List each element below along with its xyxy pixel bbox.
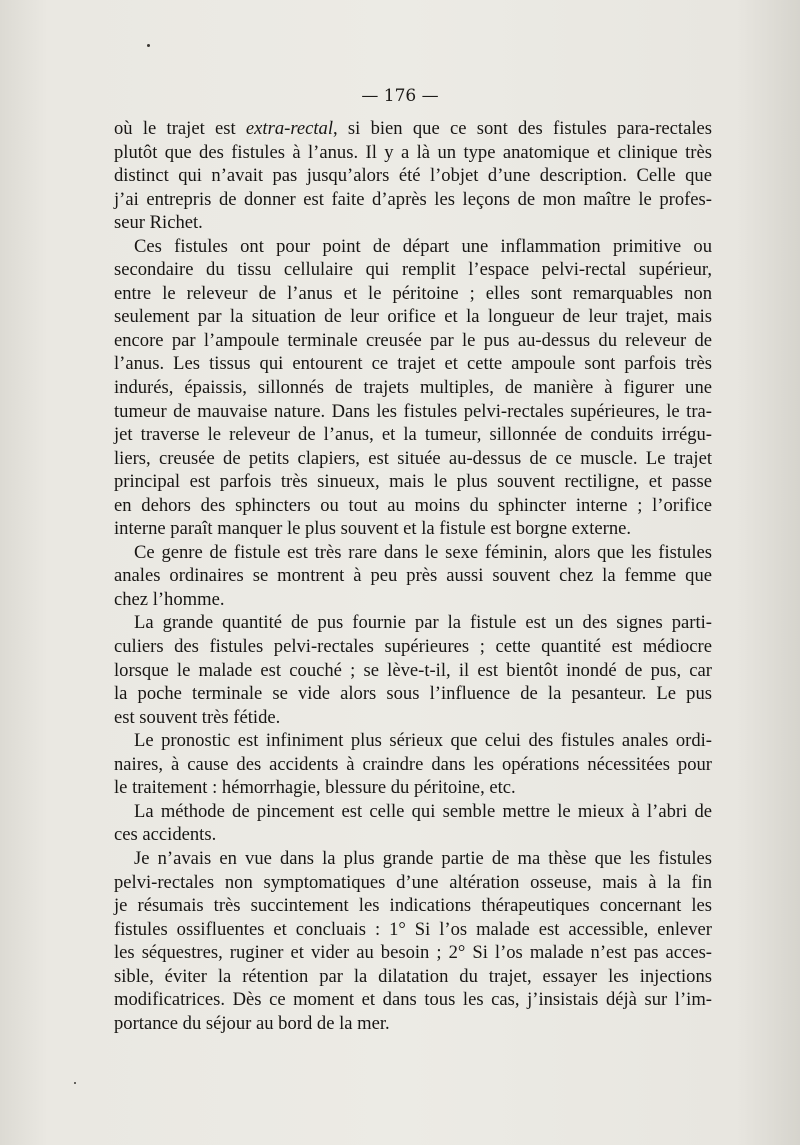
text-segment: distinct qui n’avait pas jusqu’alors été l’objet d’une description. Celle que bbox=[114, 165, 712, 187]
page-number: — 176 — bbox=[361, 86, 439, 106]
text-segment: Ces fistules ont pour point de départ une inflammation primitive ou bbox=[134, 235, 712, 257]
text-segment: les séquestres, ruginer et vider au besoin ; 2° Si l’os malade n’est pas acces- bbox=[114, 942, 712, 964]
text-line bbox=[114, 447, 712, 471]
text-line bbox=[114, 564, 712, 588]
text-line bbox=[114, 400, 712, 424]
text-segment: l’anus. Les tissus qui entourent ce trajet et cette ampoule sont parfois très bbox=[114, 353, 712, 375]
text-segment: lorsque le malade est couché ; se lève-t-il, il est bientôt inondé de pus, car bbox=[114, 659, 712, 681]
text-line bbox=[114, 423, 712, 447]
text-segment: jet traverse le releveur de l’anus, et la tumeur, sillonnée de conduits irrégu- bbox=[114, 424, 712, 446]
text-line bbox=[114, 823, 712, 847]
text-segment: je résumais très succintement les indications thérapeutiques concernant les bbox=[114, 895, 712, 917]
text-line bbox=[114, 682, 712, 706]
text-segment: portance du séjour au bord de la mer. bbox=[114, 1012, 390, 1034]
text-segment: seur Richet. bbox=[114, 212, 203, 234]
text-segment: fistules ossifluentes et concluais : 1° Si l’os malade est accessible, enlever bbox=[114, 918, 712, 940]
text-segment: la poche terminale se vide alors sous l’influence de la pesanteur. Le pus bbox=[114, 683, 712, 705]
text-line bbox=[114, 211, 712, 235]
text-segment: principal est parfois très sinueux, mais le plus souvent rectiligne, et passe bbox=[114, 471, 712, 493]
italic-term: extra-rectal bbox=[245, 118, 333, 139]
text-line bbox=[114, 800, 712, 824]
text-line bbox=[114, 235, 712, 259]
text-line bbox=[114, 188, 712, 212]
text-line bbox=[114, 164, 712, 188]
text-segment: chez l’homme. bbox=[114, 588, 225, 610]
text-line bbox=[114, 918, 712, 942]
text-line bbox=[114, 988, 712, 1012]
text-line bbox=[114, 611, 712, 635]
text-segment: Ce genre de fistule est très rare dans le sexe féminin, alors que les fistules bbox=[134, 541, 712, 563]
text-line bbox=[114, 588, 712, 612]
text-line bbox=[114, 329, 712, 353]
text-segment: indurés, épaissis, sillonnés de trajets multiples, de manière à figurer une bbox=[114, 377, 712, 399]
text-line bbox=[114, 871, 712, 895]
text-segment: ces accidents. bbox=[114, 824, 217, 846]
text-segment: sible, éviter la rétention par la dilatation du trajet, essayer les injections bbox=[114, 965, 712, 987]
text-line bbox=[114, 517, 712, 541]
text-segment: La méthode de pincement est celle qui semble mettre le mieux à l’abri de bbox=[134, 800, 712, 822]
text-line bbox=[114, 282, 712, 306]
text-line bbox=[114, 376, 712, 400]
text-segment: j’ai entrepris de donner est faite d’après les leçons de mon maître le profes- bbox=[114, 188, 712, 210]
text-line bbox=[114, 659, 712, 683]
text-line bbox=[114, 258, 712, 282]
text-line bbox=[114, 965, 712, 989]
text-segment: où le trajet est bbox=[114, 118, 246, 139]
text-segment: pelvi-rectales non symptomatiques d’une altération osseuse, mais à la fin bbox=[114, 871, 712, 893]
text-segment: secondaire du tissu cellulaire qui remplit l’espace pelvi-rectal supérieur, bbox=[114, 259, 712, 281]
body-text bbox=[114, 117, 712, 1035]
text-segment: culiers des fistules pelvi-rectales supérieures ; cette quantité est médiocre bbox=[114, 636, 712, 658]
text-line bbox=[114, 941, 712, 965]
text-line bbox=[114, 541, 712, 565]
text-segment: La grande quantité de pus fournie par la fistule est un des signes parti- bbox=[134, 612, 712, 634]
text-line bbox=[114, 494, 712, 518]
text-segment: encore par l’ampoule terminale creusée par le pus au-dessus du releveur de bbox=[114, 329, 712, 351]
text-line bbox=[114, 352, 712, 376]
text-segment: est souvent très fétide. bbox=[114, 706, 281, 728]
text-line bbox=[114, 141, 712, 165]
text-segment: modificatrices. Dès ce moment et dans tous les cas, j’insistais déjà sur l’im- bbox=[114, 989, 712, 1011]
text-line bbox=[114, 729, 712, 753]
text-line bbox=[114, 776, 712, 800]
text-segment: tumeur de mauvaise nature. Dans les fistules pelvi-rectales supérieures, le tra- bbox=[114, 400, 712, 422]
ink-speck bbox=[147, 44, 150, 47]
text-line bbox=[114, 117, 712, 141]
text-segment: le traitement : hémorrhagie, blessure du péritoine, etc. bbox=[114, 777, 516, 799]
text-line bbox=[114, 305, 712, 329]
text-segment: liers, creusée de petits clapiers, est située au-dessus de ce muscle. Le trajet bbox=[114, 447, 712, 469]
text-segment: Le pronostic est infiniment plus sérieux que celui des fistules anales ordi- bbox=[134, 730, 712, 752]
ink-speck bbox=[74, 1082, 76, 1084]
text-segment: plutôt que des fistules à l’anus. Il y a là un type anatomique et clinique très bbox=[114, 141, 712, 163]
text-line bbox=[114, 635, 712, 659]
text-line bbox=[114, 753, 712, 777]
text-segment: interne paraît manquer le plus souvent et la fistule est borgne externe. bbox=[114, 518, 632, 540]
text-line bbox=[114, 1012, 712, 1036]
text-segment: anales ordinaires se montrent à peu près aussi souvent chez la femme que bbox=[114, 565, 712, 587]
text-line bbox=[114, 470, 712, 494]
text-segment: , si bien que ce sont des fistules para-rectales bbox=[333, 118, 712, 139]
text-line bbox=[114, 706, 712, 730]
text-segment: seulement par la situation de leur orifice et la longueur de leur trajet, mais bbox=[114, 306, 712, 328]
text-segment: entre le releveur de l’anus et le péritoine ; elles sont remarquables non bbox=[114, 282, 712, 304]
text-line bbox=[114, 894, 712, 918]
text-segment: Je n’avais en vue dans la plus grande partie de ma thèse que les fistules bbox=[134, 847, 712, 869]
text-segment: en dehors des sphincters ou tout au moins du sphincter interne ; l’orifice bbox=[114, 494, 712, 516]
text-line bbox=[114, 847, 712, 871]
text-segment: naires, à cause des accidents à craindre dans les opérations nécessitées pour bbox=[114, 753, 712, 775]
